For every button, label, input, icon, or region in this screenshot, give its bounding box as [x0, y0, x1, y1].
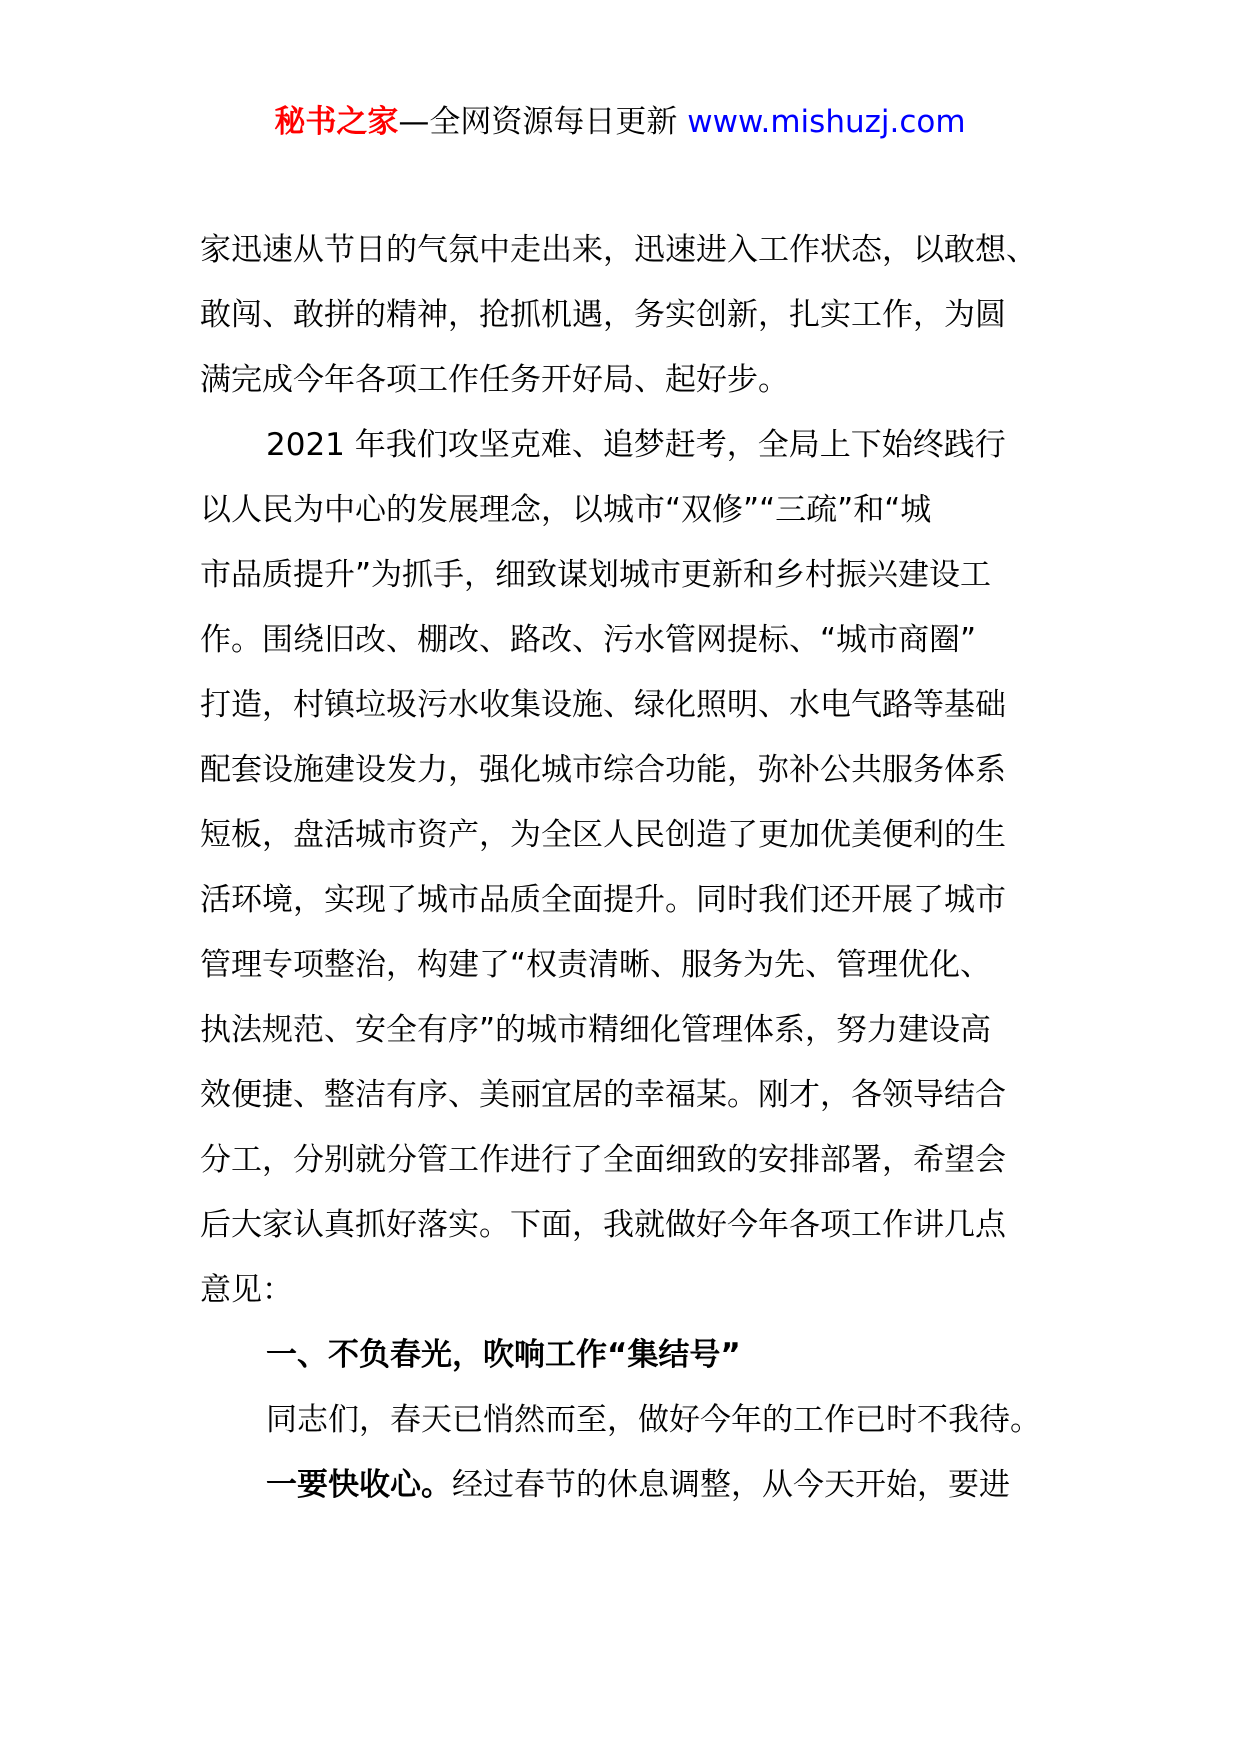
brand-name: 秘书之家 — [274, 104, 399, 140]
paragraph-line: 活环境，实现了城市品质全面提升。同时我们还开展了城市 — [200, 882, 1006, 918]
paragraph-line: 效便捷、整洁有序、美丽宜居的幸福某。刚才，各领导结合 — [200, 1077, 1006, 1113]
paragraph-line: 打造，村镇垃圾污水收集设施、绿化照明、水电气路等基础 — [200, 687, 1006, 723]
paragraph-line: 同志们，春天已悄然而至，做好今年的工作已时不我待。 — [266, 1402, 1041, 1438]
site-url-link[interactable]: www.mishuzj.com — [687, 104, 966, 140]
bold-lead: 一要快收心。 — [266, 1467, 452, 1503]
paragraph-line: 市品质提升”为抓手，细致谋划城市更新和乡村振兴建设工 — [200, 557, 992, 593]
header-tagline: —全网资源每日更新 — [398, 104, 688, 140]
paragraph-line: 作。围绕旧改、棚改、路改、污水管网提标、“城市商圈” — [200, 622, 977, 658]
paragraph-line: 管理专项整治，构建了“权责清晰、服务为先、管理优化、 — [200, 947, 992, 983]
paragraph-line: 配套设施建设发力，强化城市综合功能，弥补公共服务体系 — [200, 752, 1006, 788]
paragraph-line: 2021 年我们攻坚克难、追梦赶考，全局上下始终践行 — [266, 427, 1006, 463]
paragraph-line: 家迅速从节日的气氛中走出来，迅速进入工作状态，以敢想、 — [200, 232, 1037, 268]
site-header — [0, 100, 1240, 144]
paragraph-line: 满完成今年各项工作任务开好局、起好步。 — [200, 362, 789, 398]
paragraph-line — [200, 1453, 1080, 1518]
paragraph-line: 执法规范、安全有序”的城市精细化管理体系，努力建设高 — [200, 1012, 992, 1048]
paragraph-line: 意见： — [200, 1272, 293, 1308]
document-body — [200, 218, 1080, 1518]
paragraph-line: 短板，盘活城市资产，为全区人民创造了更加优美便利的生 — [200, 817, 1006, 853]
paragraph-line: 分工，分别就分管工作进行了全面细致的安排部署，希望会 — [200, 1142, 1006, 1178]
paragraph-line: 后大家认真抓好落实。下面，我就做好今年各项工作讲几点 — [200, 1207, 1006, 1243]
section-heading: 一、不负春光，吹响工作“集结号” — [266, 1337, 741, 1373]
paragraph-line: 敢闯、敢拼的精神，抢抓机遇，务实创新，扎实工作，为圆 — [200, 297, 1006, 333]
paragraph-text: 经过春节的休息调整，从今天开始，要进 — [452, 1467, 1010, 1503]
paragraph-line: 以人民为中心的发展理念，以城市“双修”“三疏”和“城 — [200, 492, 932, 528]
